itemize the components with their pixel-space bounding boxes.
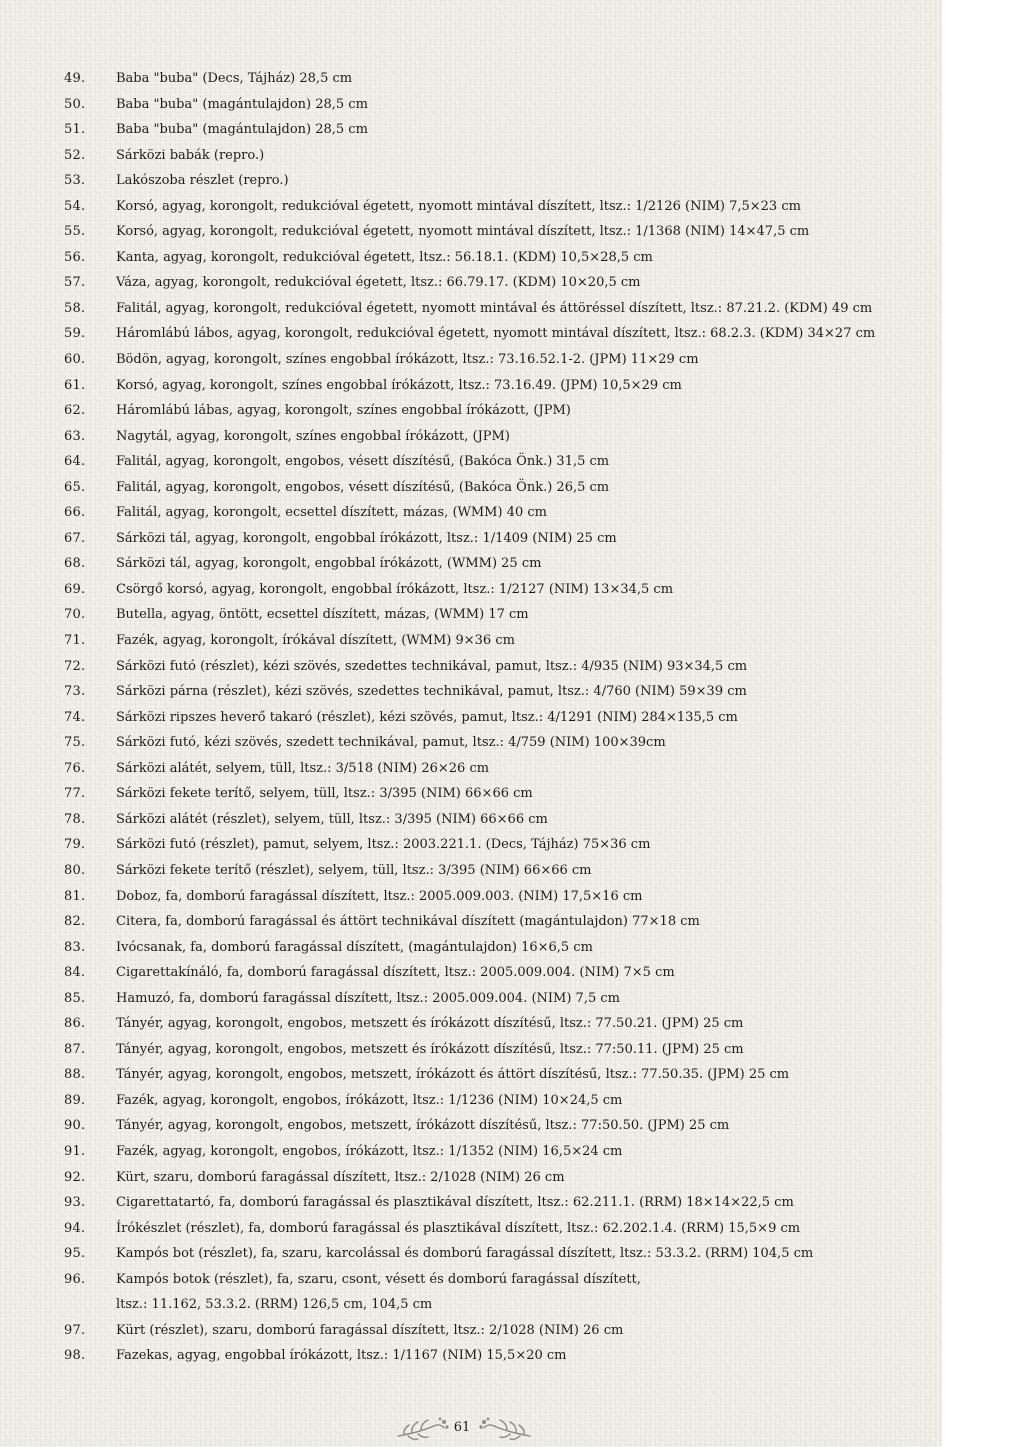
item-number: 97. (64, 1322, 86, 1338)
item-number: 93. (64, 1195, 86, 1211)
item-caption (116, 705, 942, 731)
item-number: 65. (64, 479, 86, 495)
item-number: 79. (64, 837, 86, 853)
item-caption (116, 1165, 942, 1191)
list-item (0, 986, 942, 1012)
item-caption (116, 1241, 942, 1267)
item-number: 50. (64, 96, 86, 112)
list-item (0, 424, 942, 450)
item-number: 67. (64, 530, 86, 546)
item-number: 70. (64, 607, 86, 623)
list-item (0, 654, 942, 680)
item-number: 75. (64, 735, 86, 751)
item-caption (116, 296, 942, 322)
item-caption (116, 526, 942, 552)
item-number: 59. (64, 326, 86, 342)
item-caption (116, 781, 942, 807)
item-number: 92. (64, 1169, 86, 1185)
list-item (0, 296, 942, 322)
list-item (0, 602, 942, 628)
item-caption-line: Kürt (részlet), szaru, domború faragással díszített, ltsz.: 2/1028 (NIM) 26 cm (116, 1322, 624, 1338)
item-number: 49. (64, 71, 86, 86)
item-number: 71. (64, 633, 86, 649)
list-item (0, 884, 942, 910)
list-item (0, 1241, 942, 1267)
item-number: 86. (64, 1016, 86, 1032)
item-caption-line: Csörgő korsó, agyag, korongolt, engobbal írókázott, ltsz.: 1/2127 (NIM) 13×34,5 cm (116, 581, 674, 597)
item-number: 68. (64, 556, 86, 572)
item-number: 89. (64, 1092, 86, 1108)
item-caption-line: Baba "buba" (magántulajdon) 28,5 cm (116, 122, 368, 138)
item-caption-line: Baba "buba" (magántulajdon) 28,5 cm (116, 96, 368, 112)
list-item (0, 832, 942, 858)
item-number: 87. (64, 1041, 86, 1057)
item-caption (116, 1216, 942, 1242)
item-caption (116, 347, 942, 373)
item-caption (116, 398, 942, 424)
page-number: 61 (453, 1420, 471, 1435)
item-number: 76. (64, 760, 86, 776)
item-caption (116, 1139, 942, 1165)
item-number: 58. (64, 300, 86, 316)
item-caption-line: Fazék, agyag, korongolt, engobos, írókázott, ltsz.: 1/1352 (NIM) 16,5×24 cm (116, 1143, 623, 1159)
item-caption-line: Falitál, agyag, korongolt, engobos, vésett díszítésű, (Bakóca Önk.) 31,5 cm (116, 454, 610, 470)
item-caption-line: Tányér, agyag, korongolt, engobos, metszett, írókázott díszítésű, ltsz.: 77:50.50. (JPM) 25 cm (116, 1118, 730, 1134)
list-item (0, 219, 942, 245)
list-item (0, 1165, 942, 1191)
item-number: 95. (64, 1246, 86, 1262)
item-caption-line: Sárközi fekete terítő (részlet), selyem, tüll, ltsz.: 3/395 (NIM) 66×66 cm (116, 862, 592, 878)
item-caption (116, 424, 942, 450)
list-item (0, 398, 942, 424)
item-caption (116, 602, 942, 628)
list-item (0, 1113, 942, 1139)
item-caption-line: Nagytál, agyag, korongolt, színes engobbal írókázott, (JPM) (116, 428, 510, 444)
item-number: 69. (64, 581, 86, 597)
list-item (0, 1088, 942, 1114)
item-caption (116, 807, 942, 833)
item-caption-line: Ivócsanak, fa, domború faragással díszített, (magántulajdon) 16×6,5 cm (116, 939, 593, 955)
list-item (0, 577, 942, 603)
item-number: 62. (64, 403, 86, 419)
list-item (0, 1343, 942, 1369)
item-caption-line: Háromlábú lábas, agyag, korongolt, színes engobbal írókázott, (JPM) (116, 403, 571, 419)
item-number: 64. (64, 454, 86, 470)
list-item (0, 1011, 942, 1037)
list-item (0, 1216, 942, 1242)
item-caption-line: Tányér, agyag, korongolt, engobos, metszett és írókázott díszítésű, ltsz.: 77:50.11. (JPM) 25 cm (116, 1041, 744, 1057)
item-number: 98. (64, 1348, 86, 1364)
list-item (0, 347, 942, 373)
list-item (0, 1190, 942, 1216)
item-caption-line: Írókészlet (részlet), fa, domború faragással és plasztikával díszített, ltsz.: 62.202.1.4. (RRM) 15,5×9 cm (116, 1220, 801, 1236)
item-caption (116, 1113, 942, 1139)
item-caption-line: Kampós botok (részlet), fa, szaru, csont, vésett és domború faragással díszített, (116, 1271, 641, 1287)
item-caption-line: Sárközi tál, agyag, korongolt, engobbal írókázott, (WMM) 25 cm (116, 556, 542, 572)
item-caption-line: Fazék, agyag, korongolt, engobos, írókázott, ltsz.: 1/1236 (NIM) 10×24,5 cm (116, 1092, 623, 1108)
item-caption (116, 168, 942, 194)
item-number: 81. (64, 888, 86, 904)
item-caption (116, 679, 942, 705)
list-item (0, 705, 942, 731)
item-caption-line: ltsz.: 11.162, 53.3.2. (RRM) 126,5 cm, 104,5 cm (116, 1297, 433, 1313)
item-caption-line: Sárközi tál, agyag, korongolt, engobbal írókázott, ltsz.: 1/1409 (NIM) 25 cm (116, 530, 617, 546)
list-item (0, 500, 942, 526)
item-caption (116, 449, 942, 475)
item-number: 77. (64, 786, 86, 802)
list-item (0, 1037, 942, 1063)
item-number: 56. (64, 249, 86, 265)
list-item (0, 168, 942, 194)
item-caption-line: Doboz, fa, domború faragással díszített, ltsz.: 2005.009.003. (NIM) 17,5×16 cm (116, 888, 643, 904)
item-caption (116, 960, 942, 986)
item-number: 55. (64, 224, 86, 240)
list-item (0, 92, 942, 118)
list-item (0, 756, 942, 782)
list-item (0, 679, 942, 705)
list-item (0, 373, 942, 399)
item-number: 82. (64, 914, 86, 930)
item-caption (116, 986, 942, 1012)
item-caption (116, 935, 942, 961)
item-number: 53. (64, 173, 86, 189)
list-item (0, 960, 942, 986)
item-number: 78. (64, 811, 86, 827)
item-caption-line: Korsó, agyag, korongolt, redukcióval égetett, nyomott mintával díszített, ltsz.: 1/1368 (NIM) 14×47,5 cm (116, 224, 810, 240)
item-caption-line: Citera, fa, domború faragással és áttört technikával díszített (magántulajdon) 77×18 cm (116, 914, 700, 930)
item-caption-line: Kürt, szaru, domború faragással díszített, ltsz.: 2/1028 (NIM) 26 cm (116, 1169, 565, 1185)
item-caption (116, 500, 942, 526)
item-number: 90. (64, 1118, 86, 1134)
item-caption (116, 143, 942, 169)
item-caption (116, 577, 942, 603)
item-caption (116, 628, 942, 654)
item-caption (116, 1267, 942, 1318)
list-item (0, 475, 942, 501)
list-item (0, 1318, 942, 1344)
list-item (0, 1139, 942, 1165)
item-caption (116, 730, 942, 756)
item-number: 91. (64, 1143, 86, 1159)
item-number: 73. (64, 684, 86, 700)
item-number: 60. (64, 352, 86, 368)
item-caption-line: Háromlábú lábos, agyag, korongolt, redukcióval égetett, nyomott mintával díszített, ltsz.: 68.2.3. (KDM) 34×27 cm (116, 326, 876, 342)
list-item (0, 143, 942, 169)
item-number: 66. (64, 505, 86, 521)
item-caption (116, 245, 942, 271)
list-item (0, 628, 942, 654)
page-margin (942, 0, 1024, 1447)
item-caption (116, 1343, 942, 1369)
list-item (0, 117, 942, 143)
list-item (0, 526, 942, 552)
item-number: 94. (64, 1220, 86, 1236)
item-caption (116, 1062, 942, 1088)
item-number: 51. (64, 122, 86, 138)
item-caption (116, 858, 942, 884)
floral-ornament-icon (394, 1416, 452, 1444)
list-item (0, 270, 942, 296)
item-caption-line: Sárközi babák (repro.) (116, 147, 265, 163)
list-item (0, 1062, 942, 1088)
list-item (0, 807, 942, 833)
item-caption-line: Sárközi futó (részlet), kézi szövés, szedettes technikával, pamut, ltsz.: 4/935 (NIM) 93×34,5 cm (116, 658, 748, 674)
item-caption-line: Fazék, agyag, korongolt, írókával díszített, (WMM) 9×36 cm (116, 633, 515, 649)
item-caption-line: Falitál, agyag, korongolt, engobos, vésett díszítésű, (Bakóca Önk.) 26,5 cm (116, 479, 610, 495)
item-caption-line: Kampós bot (részlet), fa, szaru, karcolással és domború faragással díszített, ltsz.: 53.3.2. (RRM) 104,5 cm (116, 1246, 814, 1262)
item-caption-line: Korsó, agyag, korongolt, redukcióval égetett, nyomott mintával díszített, ltsz.: 1/2126 (NIM) 7,5×23 cm (116, 198, 801, 214)
item-number: 80. (64, 862, 86, 878)
item-caption (116, 909, 942, 935)
item-caption-line: Lakószoba részlet (repro.) (116, 173, 289, 189)
floral-ornament-icon (476, 1416, 534, 1444)
item-caption-line: Bödön, agyag, korongolt, színes engobbal írókázott, ltsz.: 73.16.52.1-2. (JPM) 11×29 cm (116, 352, 699, 368)
item-caption-line: Sárközi ripszes heverő takaró (részlet), kézi szövés, pamut, ltsz.: 4/1291 (NIM) 284×135,5 cm (116, 709, 738, 725)
item-caption (116, 1037, 942, 1063)
list-item (0, 858, 942, 884)
item-caption (116, 219, 942, 245)
item-caption (116, 551, 942, 577)
item-caption-line: Baba "buba" (Decs, Tájház) 28,5 cm (116, 71, 353, 86)
item-caption-line: Cigarettakínáló, fa, domború faragással díszített, ltsz.: 2005.009.004. (NIM) 7×5 cm (116, 965, 675, 981)
item-caption (116, 654, 942, 680)
list-item (0, 730, 942, 756)
item-caption (116, 1088, 942, 1114)
item-number: 74. (64, 709, 86, 725)
item-number: 61. (64, 377, 86, 393)
item-caption-line: Sárközi párna (részlet), kézi szövés, szedettes technikával, pamut, ltsz.: 4/760 (NIM) 59×39 cm (116, 684, 747, 700)
item-number: 54. (64, 198, 86, 214)
item-caption-line: Kanta, agyag, korongolt, redukcióval égetett, ltsz.: 56.18.1. (KDM) 10,5×28,5 cm (116, 249, 653, 265)
list-item (0, 321, 942, 347)
item-caption (116, 321, 942, 347)
list-item (0, 449, 942, 475)
item-caption-line: Sárközi fekete terítő, selyem, tüll, ltsz.: 3/395 (NIM) 66×66 cm (116, 786, 533, 802)
item-number: 96. (64, 1271, 86, 1287)
item-number: 57. (64, 275, 86, 291)
item-caption (116, 1318, 942, 1344)
item-caption (116, 756, 942, 782)
item-caption (116, 1190, 942, 1216)
list-item (0, 551, 942, 577)
item-caption-line: Falitál, agyag, korongolt, redukcióval égetett, nyomott mintával és áttöréssel díszített, ltsz.: 87.21.2. (KDM) 49 cm (116, 300, 873, 316)
item-caption (116, 92, 942, 118)
item-caption-line: Sárközi futó, kézi szövés, szedett technikával, pamut, ltsz.: 4/759 (NIM) 100×39cm (116, 735, 666, 751)
caption-list (0, 66, 942, 1369)
list-item (0, 1267, 942, 1318)
item-caption-line: Falitál, agyag, korongolt, ecsettel díszített, mázas, (WMM) 40 cm (116, 505, 547, 521)
page-footer (0, 1416, 942, 1446)
item-number: 63. (64, 428, 86, 444)
item-number: 52. (64, 147, 86, 163)
list-item (0, 909, 942, 935)
item-caption-line: Sárközi alátét (részlet), selyem, tüll, ltsz.: 3/395 (NIM) 66×66 cm (116, 811, 548, 827)
item-caption (116, 373, 942, 399)
item-caption-line: Butella, agyag, öntött, ecsettel díszített, mázas, (WMM) 17 cm (116, 607, 529, 623)
item-caption-line: Tányér, agyag, korongolt, engobos, metszett, írókázott és áttört díszítésű, ltsz.: 77.50.35. (JPM) 25 cm (116, 1067, 790, 1083)
item-caption (116, 117, 942, 143)
item-number: 88. (64, 1067, 86, 1083)
item-caption-line: Fazekas, agyag, engobbal írókázott, ltsz.: 1/1167 (NIM) 15,5×20 cm (116, 1348, 567, 1364)
item-caption-line: Cigarettatartó, fa, domború faragással és plasztikával díszített, ltsz.: 62.211.1. (RRM) 18×14×22,5 cm (116, 1195, 794, 1211)
list-item (0, 66, 942, 92)
item-caption (116, 475, 942, 501)
item-caption (116, 884, 942, 910)
list-item (0, 194, 942, 220)
item-number: 85. (64, 990, 86, 1006)
item-caption-line: Korsó, agyag, korongolt, színes engobbal írókázott, ltsz.: 73.16.49. (JPM) 10,5×29 cm (116, 377, 682, 393)
item-number: 84. (64, 965, 86, 981)
item-caption (116, 194, 942, 220)
item-caption-line: Váza, agyag, korongolt, redukcióval égetett, ltsz.: 66.79.17. (KDM) 10×20,5 cm (116, 275, 641, 291)
item-caption (116, 1011, 942, 1037)
list-item (0, 245, 942, 271)
item-number: 83. (64, 939, 86, 955)
item-caption (116, 270, 942, 296)
item-caption-line: Sárközi alátét, selyem, tüll, ltsz.: 3/518 (NIM) 26×26 cm (116, 760, 490, 776)
item-number: 72. (64, 658, 86, 674)
item-caption-line: Hamuzó, fa, domború faragással díszített, ltsz.: 2005.009.004. (NIM) 7,5 cm (116, 990, 620, 1006)
item-caption (116, 66, 942, 92)
item-caption (116, 832, 942, 858)
list-item (0, 781, 942, 807)
item-caption-line: Tányér, agyag, korongolt, engobos, metszett és írókázott díszítésű, ltsz.: 77.50.21. (JPM) 25 cm (116, 1016, 744, 1032)
item-caption-line: Sárközi futó (részlet), pamut, selyem, ltsz.: 2003.221.1. (Decs, Tájház) 75×36 cm (116, 837, 651, 853)
list-item (0, 935, 942, 961)
